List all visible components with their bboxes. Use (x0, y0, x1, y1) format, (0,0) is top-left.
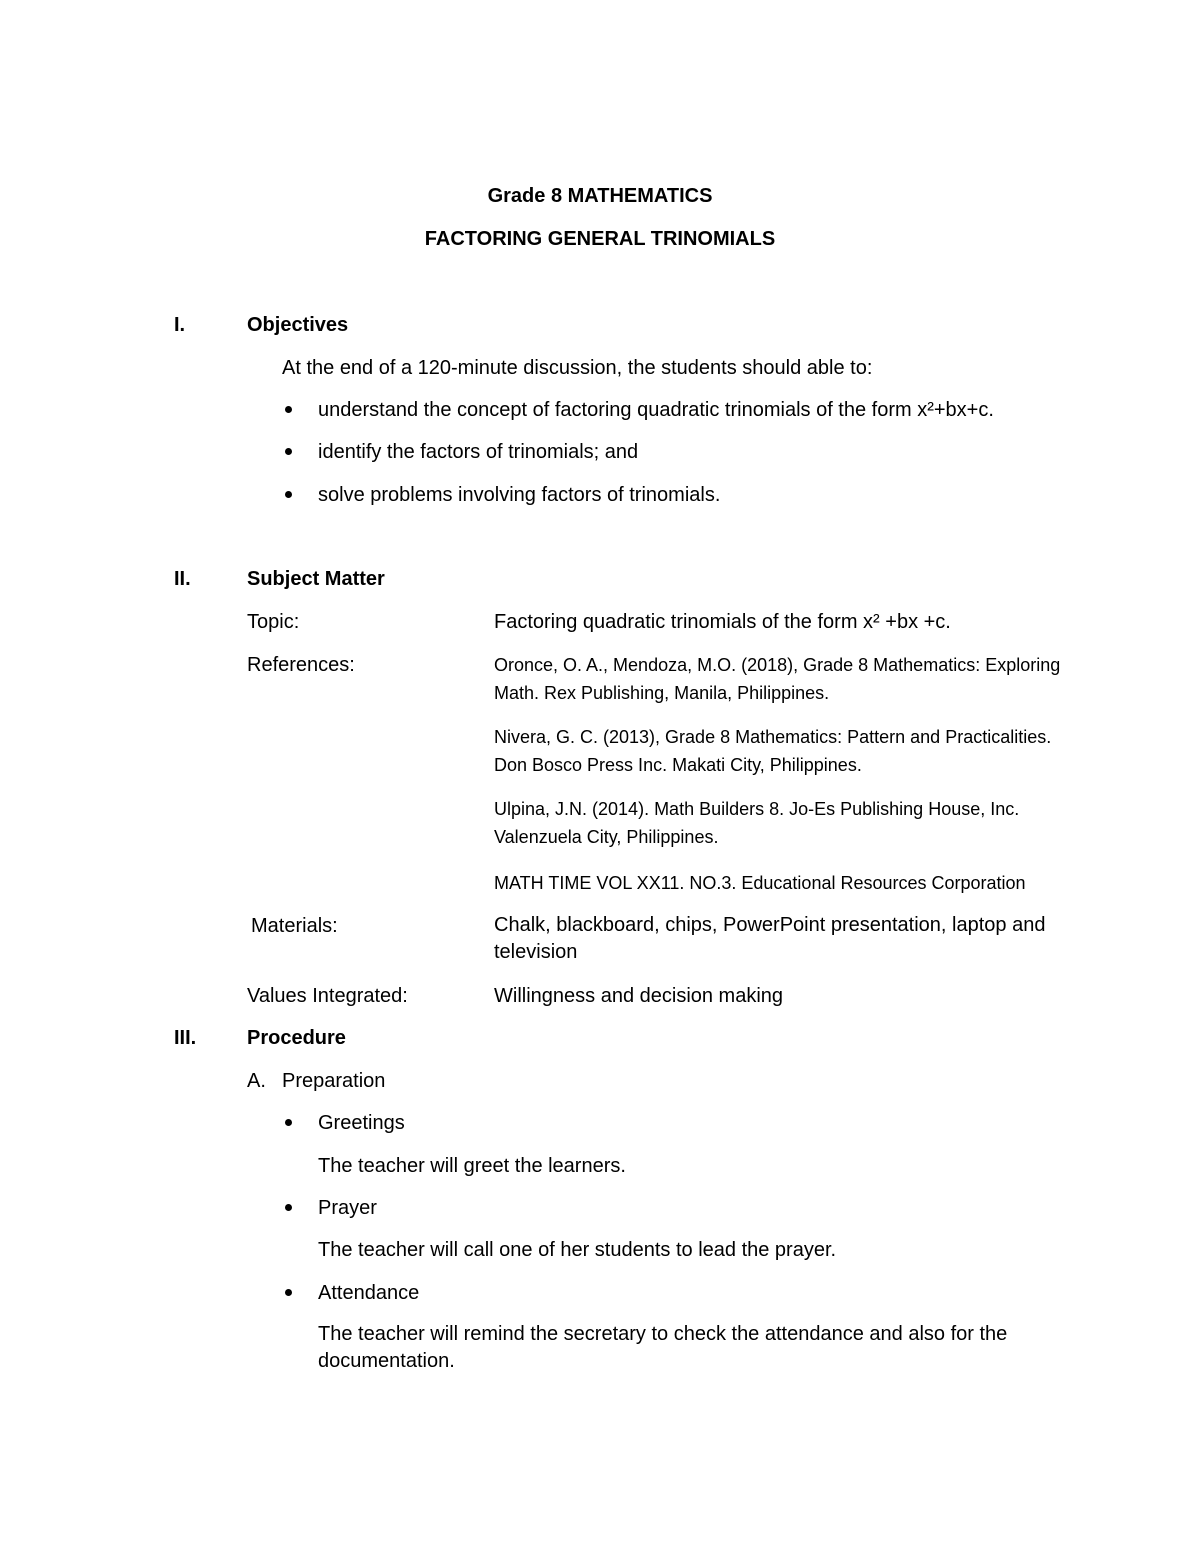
bullet-icon (285, 406, 292, 413)
objective-item: solve problems involving factors of trinomials. (318, 484, 721, 506)
procedure-item-desc: The teacher will call one of her students to lead the prayer. (318, 1239, 837, 1261)
bullet-icon (285, 1289, 292, 1296)
bullet-icon (285, 1204, 292, 1211)
subject-matter-heading: Subject Matter (247, 568, 385, 590)
procedure-item-desc: The teacher will greet the learners. (318, 1155, 626, 1177)
procedure-item-title: Greetings (318, 1112, 405, 1134)
reference-item: Nivera, G. C. (2013), Grade 8 Mathematics: Pattern and Practicalities. Don Bosco Press Inc. Makati City, Philippines. (494, 727, 1052, 775)
materials-value: Chalk, blackboard, chips, PowerPoint presentation, laptop and television (494, 914, 1046, 963)
bullet-icon (285, 448, 292, 455)
references-label: References: (247, 654, 355, 676)
reference-item: MATH TIME VOL XX11. NO.3. Educational Resources Corporation (494, 873, 1026, 893)
topic-label: Topic: (247, 611, 300, 633)
document-title: Grade 8 MATHEMATICS (487, 185, 713, 207)
objectives-heading: Objectives (247, 314, 349, 336)
objectives-numeral: I. (174, 314, 186, 336)
values-value: Willingness and decision making (494, 985, 784, 1007)
subject-matter-numeral: II. (174, 568, 191, 590)
procedure-item-title: Prayer (318, 1197, 377, 1219)
procedure-heading: Procedure (247, 1027, 346, 1049)
reference-item: Oronce, O. A., Mendoza, M.O. (2018), Grade 8 Mathematics: Exploring Math. Rex Publishing, Manila, Philippines. (494, 655, 1061, 703)
materials-label: Materials: (251, 915, 338, 937)
topic-value: Factoring quadratic trinomials of the form x² +bx +c. (494, 611, 951, 633)
bullet-icon (285, 491, 292, 498)
document-subtitle: FACTORING GENERAL TRINOMIALS (424, 228, 776, 250)
section-a-title: Preparation (282, 1070, 386, 1092)
objective-item: identify the factors of trinomials; and (318, 441, 639, 463)
reference-item: Ulpina, J.N. (2014). Math Builders 8. Jo-Es Publishing House, Inc. Valenzuela City, Philippines. (494, 799, 1020, 847)
bullet-icon (285, 1119, 292, 1126)
procedure-numeral: III. (174, 1027, 197, 1049)
procedure-item-title: Attendance (318, 1282, 420, 1304)
objectives-intro: At the end of a 120-minute discussion, the students should able to: (282, 357, 873, 379)
section-a-letter: A. (247, 1070, 266, 1092)
objective-item: understand the concept of factoring quadratic trinomials of the form x²+bx+c. (318, 399, 994, 421)
values-label: Values Integrated: (247, 985, 408, 1007)
procedure-item-desc: The teacher will remind the secretary to check the attendance and also for the documentation. (318, 1323, 1008, 1372)
